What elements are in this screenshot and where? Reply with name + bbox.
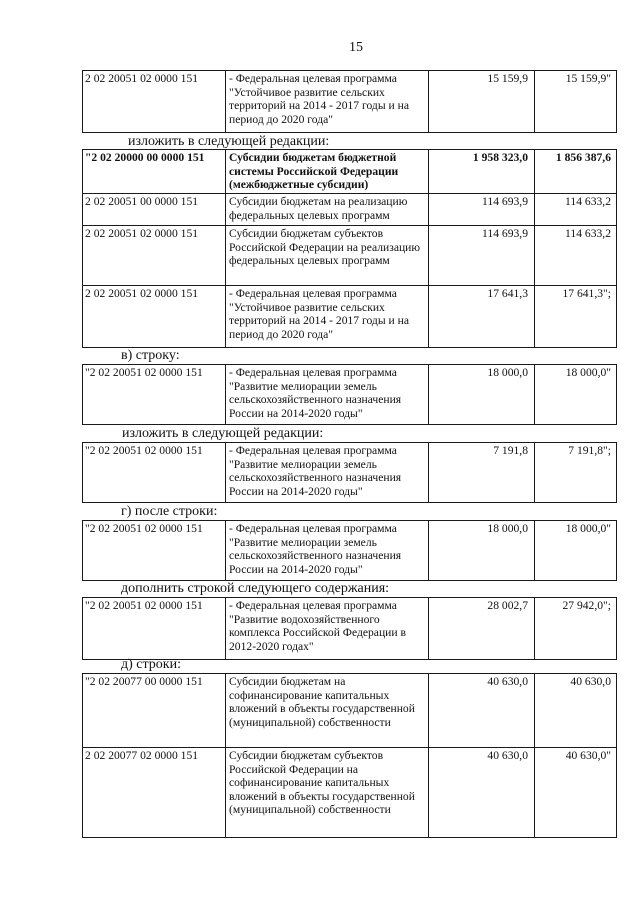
section-caption: в) строку: bbox=[121, 348, 180, 363]
budget-table bbox=[82, 673, 611, 838]
description-cell: Субсидии бюджетам субъектов Российской Федерации на реализацию федеральных целевых программ bbox=[226, 226, 429, 286]
table-row bbox=[83, 71, 617, 133]
amount-first-cell: 17 641,3 bbox=[429, 286, 535, 348]
budget-table-grid bbox=[82, 149, 617, 348]
amount-second-cell: 15 159,9" bbox=[535, 71, 617, 133]
section-caption: изложить в следующей редакции: bbox=[128, 134, 330, 149]
amount-second-cell: 114 633,2 bbox=[535, 226, 617, 286]
budget-code-cell: 2 02 20051 02 0000 151 bbox=[83, 226, 226, 286]
budget-table-grid bbox=[82, 70, 617, 133]
table-row bbox=[83, 598, 617, 660]
budget-code-cell: "2 02 20000 00 0000 151 bbox=[83, 150, 226, 194]
description-cell: - Федеральная целевая программа "Устойчивое развитие сельских территорий на 2014 - 2017 годы и на период до 2020 года" bbox=[226, 71, 429, 133]
budget-table bbox=[82, 520, 611, 581]
budget-table bbox=[82, 70, 611, 133]
table-row bbox=[83, 674, 617, 748]
description-cell: - Федеральная целевая программа "Развитие мелиорации земель сельскохозяйственного назначения России на 2014-2020 годы" bbox=[226, 521, 429, 581]
budget-table-grid bbox=[82, 597, 617, 660]
budget-code-cell: "2 02 20051 02 0000 151 bbox=[83, 521, 226, 581]
amount-first-cell: 114 693,9 bbox=[429, 194, 535, 226]
amount-first-cell: 1 958 323,0 bbox=[429, 150, 535, 194]
budget-code-cell: "2 02 20077 00 0000 151 bbox=[83, 674, 226, 748]
description-cell: Субсидии бюджетам бюджетной системы Российской Федерации (межбюджетные субсидии) bbox=[226, 150, 429, 194]
budget-code-cell: 2 02 20077 02 0000 151 bbox=[83, 748, 226, 838]
budget-table bbox=[82, 442, 611, 503]
page-number: 15 bbox=[349, 40, 363, 55]
amount-first-cell: 40 630,0 bbox=[429, 748, 535, 838]
section-caption: дополнить строкой следующего содержания: bbox=[121, 581, 390, 596]
amount-second-cell: 1 856 387,6 bbox=[535, 150, 617, 194]
description-cell: Субсидии бюджетам субъектов Российской Федерации на софинансирование капитальных вложений в объекты государственной (муниципальной) собственности bbox=[226, 748, 429, 838]
section-caption: д) строки: bbox=[121, 657, 181, 672]
description-cell: - Федеральная целевая программа "Устойчивое развитие сельских территорий на 2014 - 2017 годы и на период до 2020 года" bbox=[226, 286, 429, 348]
section-caption: изложить в следующей редакции: bbox=[122, 426, 324, 441]
amount-second-cell: 27 942,0"; bbox=[535, 598, 617, 660]
description-cell: Субсидии бюджетам на софинансирование капитальных вложений в объекты государственной (муниципальной) собственности bbox=[226, 674, 429, 748]
table-row bbox=[83, 194, 617, 226]
table-row bbox=[83, 150, 617, 194]
budget-table bbox=[82, 597, 611, 660]
amount-second-cell: 17 641,3"; bbox=[535, 286, 617, 348]
amount-second-cell: 40 630,0" bbox=[535, 748, 617, 838]
budget-table-grid bbox=[82, 673, 617, 838]
description-cell: Субсидии бюджетам на реализацию федеральных целевых программ bbox=[226, 194, 429, 226]
budget-code-cell: 2 02 20051 02 0000 151 bbox=[83, 71, 226, 133]
budget-code-cell: "2 02 20051 02 0000 151 bbox=[83, 443, 226, 503]
amount-second-cell: 18 000,0" bbox=[535, 521, 617, 581]
description-cell: - Федеральная целевая программа "Развитие мелиорации земель сельскохозяйственного назначения России на 2014-2020 годы" bbox=[226, 443, 429, 503]
amount-first-cell: 28 002,7 bbox=[429, 598, 535, 660]
description-cell: - Федеральная целевая программа "Развитие мелиорации земель сельскохозяйственного назначения России на 2014-2020 годы" bbox=[226, 365, 429, 425]
budget-table-grid bbox=[82, 442, 617, 503]
amount-second-cell: 40 630,0 bbox=[535, 674, 617, 748]
budget-code-cell: "2 02 20051 02 0000 151 bbox=[83, 598, 226, 660]
amount-first-cell: 18 000,0 bbox=[429, 521, 535, 581]
amount-second-cell: 7 191,8"; bbox=[535, 443, 617, 503]
amount-second-cell: 18 000,0" bbox=[535, 365, 617, 425]
table-row bbox=[83, 748, 617, 838]
table-row bbox=[83, 521, 617, 581]
amount-first-cell: 15 159,9 bbox=[429, 71, 535, 133]
budget-code-cell: 2 02 20051 02 0000 151 bbox=[83, 286, 226, 348]
table-row bbox=[83, 365, 617, 425]
table-row bbox=[83, 226, 617, 286]
budget-table-grid bbox=[82, 520, 617, 581]
table-row bbox=[83, 286, 617, 348]
description-cell: - Федеральная целевая программа "Развитие водохозяйственного комплекса Российской Федерации в 2012-2020 годах" bbox=[226, 598, 429, 660]
budget-code-cell: "2 02 20051 02 0000 151 bbox=[83, 365, 226, 425]
budget-code-cell: 2 02 20051 00 0000 151 bbox=[83, 194, 226, 226]
budget-table bbox=[82, 149, 611, 348]
budget-table bbox=[82, 364, 611, 425]
table-row bbox=[83, 443, 617, 503]
amount-first-cell: 7 191,8 bbox=[429, 443, 535, 503]
amount-first-cell: 18 000,0 bbox=[429, 365, 535, 425]
amount-first-cell: 114 693,9 bbox=[429, 226, 535, 286]
amount-first-cell: 40 630,0 bbox=[429, 674, 535, 748]
section-caption: г) после строки: bbox=[121, 504, 218, 519]
budget-table-grid bbox=[82, 364, 617, 425]
amount-second-cell: 114 633,2 bbox=[535, 194, 617, 226]
